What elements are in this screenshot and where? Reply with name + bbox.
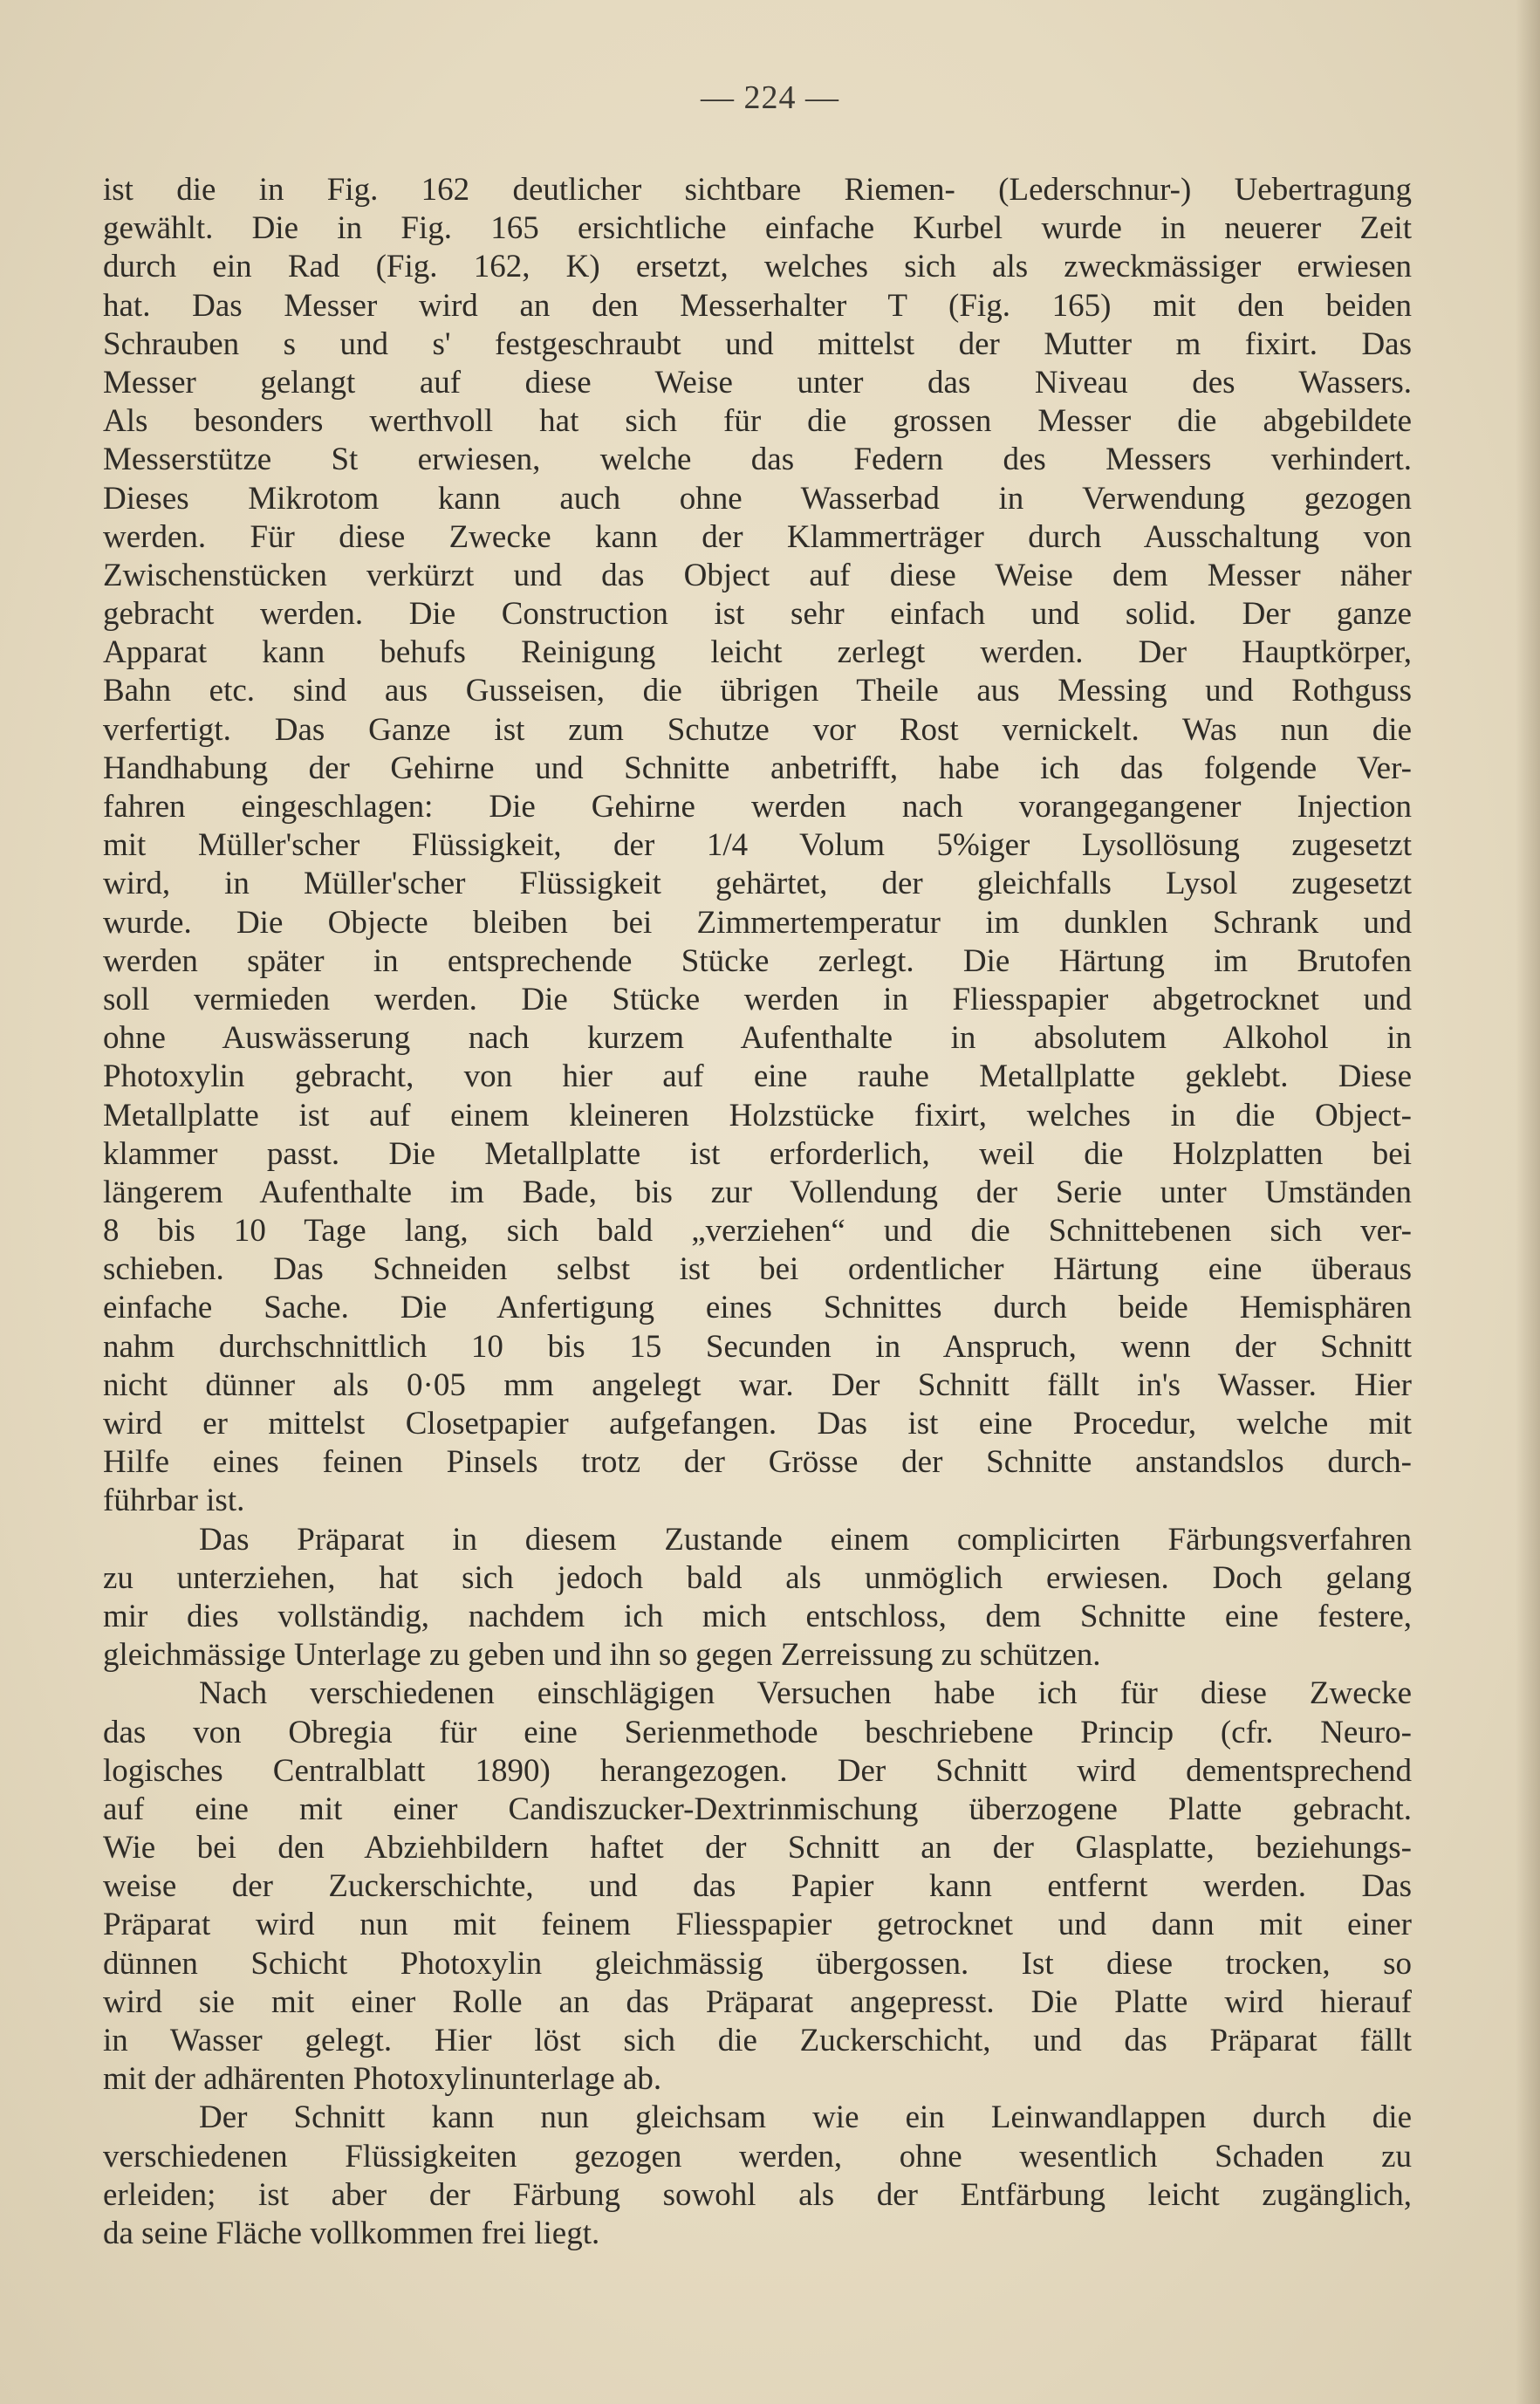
text-line: Messer gelangt auf diese Weise unter das Niveau des Wassers. — [103, 364, 1412, 401]
text-line: Präparat wird nun mit feinem Fliesspapier getrocknet und dann mit einer — [103, 1907, 1412, 1943]
text-line: gleichmässige Unterlage zu geben und ihn so gegen Zerreissung zu schützen. — [103, 1637, 1101, 1674]
body-text — [103, 171, 1412, 2253]
text-line: mit Müller'scher Flüssigkeit, der 1/4 Volum 5%iger Lysollösung zugesetzt — [103, 827, 1412, 864]
text-line: Als besonders werthvoll hat sich für die grossen Messer die abgebildete — [103, 403, 1412, 440]
text-line: ist die in Fig. 162 deutlicher sichtbare Riemen- (Lederschnur-) Uebertragung — [103, 172, 1412, 208]
text-line: verfertigt. Das Ganze ist zum Schutze vor Rost vernickelt. Was nun die — [103, 711, 1412, 748]
text-line: wird, in Müller'scher Flüssigkeit gehärtet, der gleichfalls Lysol zugesetzt — [103, 866, 1412, 902]
text-line: 8 bis 10 Tage lang, sich bald „verziehen“ und die Schnittebenen sich ver- — [103, 1213, 1412, 1250]
text-line: führbar ist. — [103, 1483, 245, 1519]
text-line: hat. Das Messer wird an den Messerhalter T (Fig. 165) mit den beiden — [103, 287, 1412, 324]
text-line: zu unterziehen, hat sich jedoch bald als unmöglich erwiesen. Doch gelang — [103, 1559, 1412, 1596]
text-line: Messerstütze St erwiesen, welche das Federn des Messers verhindert. — [103, 442, 1412, 478]
text-line: Wie bei den Abziehbildern haftet der Schnitt an der Glasplatte, beziehungs- — [103, 1830, 1412, 1866]
text-line: verschiedenen Flüssigkeiten gezogen werden, ohne wesentlich Schaden zu — [103, 2138, 1412, 2175]
page-number: — 224 — — [701, 79, 839, 116]
text-line: durch ein Rad (Fig. 162, K) ersetzt, welches sich als zweckmässiger erwiesen — [103, 249, 1412, 285]
text-line: Nach verschiedenen einschlägigen Versuchen habe ich für diese Zwecke — [199, 1675, 1412, 1712]
text-line: werden. Für diese Zwecke kann der Klammerträger durch Ausschaltung von — [103, 518, 1412, 555]
text-line: klammer passt. Die Metallplatte ist erforderlich, weil die Holzplatten bei — [103, 1135, 1412, 1172]
text-line: weise der Zuckerschichte, und das Papier kann entfernt werden. Das — [103, 1868, 1412, 1905]
text-line: Photoxylin gebracht, von hier auf eine rauhe Metallplatte geklebt. Diese — [103, 1058, 1412, 1095]
page-edge-shadow — [1516, 0, 1540, 2404]
text-line: logisches Centralblatt 1890) herangezogen. Der Schnitt wird dementsprechend — [103, 1752, 1412, 1789]
text-line: Schrauben s und s' festgeschraubt und mittelst der Mutter m fixirt. Das — [103, 325, 1412, 362]
text-line: Bahn etc. sind aus Gusseisen, die übrigen Theile aus Messing und Rothguss — [103, 673, 1412, 709]
text-line: in Wasser gelegt. Hier löst sich die Zuckerschicht, und das Präparat fällt — [103, 2023, 1412, 2058]
text-line: längerem Aufenthalte im Bade, bis zur Vollendung der Serie unter Umständen — [103, 1174, 1412, 1210]
text-line: fahren eingeschlagen: Die Gehirne werden nach vorangegangener Injection — [103, 789, 1412, 825]
text-line: ohne Auswässerung nach kurzem Aufenthalte in absolutem Alkohol in — [103, 1020, 1412, 1057]
text-line: Apparat kann behufs Reinigung leicht zerlegt werden. Der Hauptkörper, — [103, 634, 1412, 671]
text-line: Metallplatte ist auf einem kleineren Holzstücke fixirt, welches in die Object- — [103, 1097, 1412, 1134]
text-line: Handhabung der Gehirne und Schnitte anbetrifft, habe ich das folgende Ver- — [103, 750, 1412, 786]
text-line: schieben. Das Schneiden selbst ist bei ordentlicher Härtung eine überaus — [103, 1251, 1412, 1288]
text-line: wird sie mit einer Rolle an das Präparat angepresst. Die Platte wird hierauf — [103, 1983, 1412, 2020]
text-line: nahm durchschnittlich 10 bis 15 Secunden in Anspruch, wenn der Schnitt — [103, 1328, 1412, 1365]
text-line: soll vermieden werden. Die Stücke werden in Fliesspapier abgetrocknet und — [103, 981, 1412, 1017]
text-line: Zwischenstücken verkürzt und das Object auf diese Weise dem Messer näher — [103, 557, 1412, 593]
text-line: Hilfe eines feinen Pinsels trotz der Grösse der Schnitte anstandslos durch- — [103, 1444, 1412, 1481]
text-line: mit der adhärenten Photoxylinunterlage ab. — [103, 2061, 662, 2098]
text-line: gewählt. Die in Fig. 165 ersichtliche einfache Kurbel wurde in neuerer Zeit — [103, 210, 1412, 247]
text-line: da seine Fläche vollkommen frei liegt. — [103, 2215, 600, 2251]
text-line: mir dies vollständig, nachdem ich mich entschloss, dem Schnitte eine festere, — [103, 1598, 1412, 1634]
text-line: erleiden; ist aber der Färbung sowohl als der Entfärbung leicht zugänglich, — [103, 2176, 1412, 2213]
text-line: auf eine mit einer Candiszucker-Dextrinmischung überzogene Platte gebracht. — [103, 1791, 1412, 1827]
text-line: werden später in entsprechende Stücke zerlegt. Die Härtung im Brutofen — [103, 942, 1412, 979]
text-line: dünnen Schicht Photoxylin gleichmässig übergossen. Ist diese trocken, so — [103, 1945, 1412, 1982]
text-line: Das Präparat in diesem Zustande einem complicirten Färbungsverfahren — [199, 1521, 1412, 1558]
text-line: nicht dünner als 0·05 mm angelegt war. Der Schnitt fällt in's Wasser. Hier — [103, 1366, 1412, 1403]
text-line: wird er mittelst Closetpapier aufgefangen. Das ist eine Procedur, welche mit — [103, 1406, 1412, 1442]
text-line: einfache Sache. Die Anfertigung eines Schnittes durch beide Hemisphären — [103, 1290, 1412, 1326]
text-line: gebracht werden. Die Construction ist sehr einfach und solid. Der ganze — [103, 596, 1412, 633]
text-line: Der Schnitt kann nun gleichsam wie ein Leinwandlappen durch die — [199, 2099, 1412, 2136]
text-line: wurde. Die Objecte bleiben bei Zimmertemperatur im dunklen Schrank und — [103, 904, 1412, 941]
text-line: Dieses Mikrotom kann auch ohne Wasserbad in Verwendung gezogen — [103, 480, 1412, 517]
text-line: das von Obregia für eine Serienmethode beschriebene Princip (cfr. Neuro- — [103, 1714, 1412, 1750]
